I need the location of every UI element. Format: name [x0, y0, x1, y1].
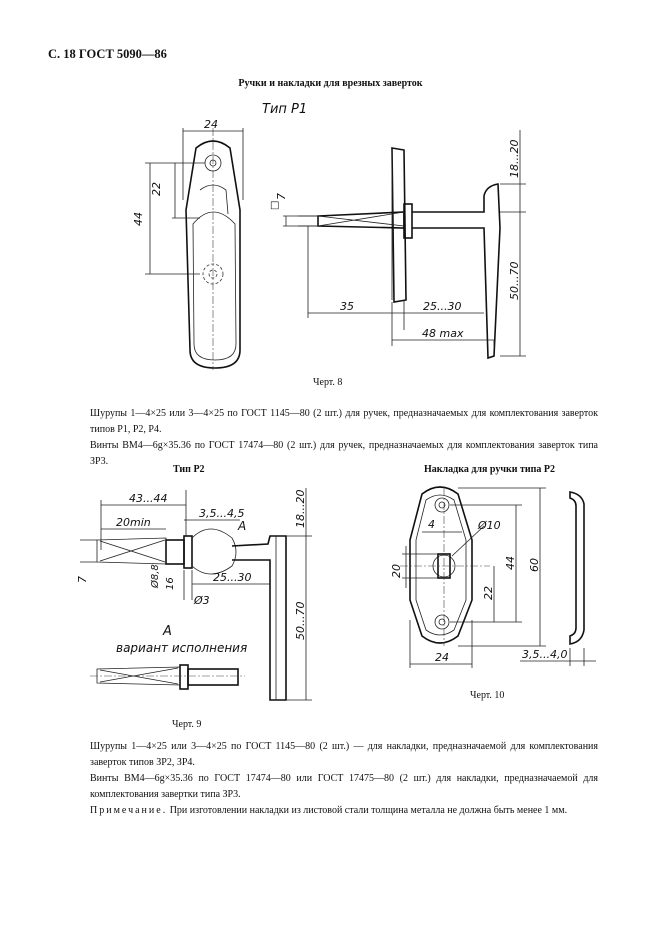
fig8-dim-25-30: 25...30: [423, 300, 462, 313]
fig9-view-letter: А: [163, 624, 172, 639]
fig9-dim-25-30: 25...30: [213, 571, 252, 584]
fig8-caption: Черт. 8: [313, 377, 343, 388]
fig8-dim-7: □: [270, 200, 280, 211]
fig9-dim-16: 16: [165, 577, 176, 590]
page-header: С. 18 ГОСТ 5090—86: [48, 47, 167, 61]
fig9-dim-d3: Ø3: [194, 594, 210, 607]
text1-paragraph2: Винты ВМ4—6g×35.36 по ГОСТ 17474—80 (2 шт.) для ручек, предназначаемых для комплектования заверток типа ЗР3.: [90, 440, 598, 467]
fig9-drawing: [76, 488, 312, 700]
fig10-caption: Черт. 10: [470, 690, 505, 701]
fig8-type-label: Тип Р1: [262, 102, 308, 117]
fig10-dim-3-5-4-0: 3,5...4,0: [522, 648, 568, 661]
fig8-dim-24: 24: [204, 118, 218, 131]
fig9-dim-43-44: 43...44: [129, 492, 168, 505]
fig9-variant-label: вариант исполнения: [116, 641, 248, 655]
fig8-dim-44: 44: [132, 212, 145, 226]
fig9-dim-18-20: 18...20: [294, 489, 307, 528]
fig8-drawing: [132, 102, 526, 370]
fig9-dim-7: 7: [76, 576, 89, 583]
section-title: Ручки и накладки для врезных заверток: [238, 78, 423, 89]
fig9-heading: Тип Р2: [173, 464, 205, 475]
fig10-dim-22: 22: [482, 586, 495, 600]
fig10-dim-20: 20: [390, 564, 403, 578]
fig10-dim-4: 4: [428, 518, 435, 531]
fig8-dim-48max: 48 max: [422, 327, 464, 340]
fig8-dim-22: 22: [150, 182, 163, 196]
fig10-heading: Накладка для ручки типа Р2: [424, 464, 556, 475]
fig10-drawing: [390, 487, 596, 668]
fig10-dim-d10: Ø10: [478, 519, 501, 532]
fig10-dim-44: 44: [504, 556, 517, 570]
text2-paragraph1: Шурупы 1—4×25 или 3—4×25 по ГОСТ 1145—80 (2 шт.) — для накладки, предназначаемой для комплектования заверток типов ЗР2, ЗР4.: [90, 741, 598, 768]
fig8-dim-7-value: 7: [275, 193, 288, 200]
fig8-dim-35: 35: [340, 300, 354, 313]
note: [90, 803, 598, 819]
fig8-dim-18-20: 18...20: [508, 139, 521, 178]
fig9-caption: Черт. 9: [172, 719, 202, 730]
note-text: При изготовлении накладки из листовой стали толщина металла не должна быть менее 1 мм.: [167, 805, 568, 816]
text2-paragraph2: Винты ВМ4—6g×35.36 по ГОСТ 17474—80 или ГОСТ 17475—80 (2 шт.) для накладки, предназначаемой для комплектования завертки типа ЗР3.: [90, 773, 598, 800]
fig9-dim-3-5: 3,5...4,5: [199, 507, 245, 520]
fig10-dim-24: 24: [435, 651, 449, 664]
fig9-dim-20min: 20min: [116, 516, 151, 529]
fig10-dim-60: 60: [528, 558, 541, 572]
fig9-mark-a: А: [238, 519, 247, 533]
fig8-dim-50-70: 50...70: [508, 261, 521, 300]
fig9-dim-50-70: 50...70: [294, 601, 307, 640]
fig9-dim-d8-8: Ø8,8: [150, 564, 161, 588]
text1-paragraph1: Шурупы 1—4×25 или 3—4×25 по ГОСТ 1145—80 (2 шт.) для ручек, предназначаемых для комплектования заверток типов Р1, Р2, Р4.: [90, 408, 598, 435]
note-label: Примечание.: [90, 805, 168, 816]
